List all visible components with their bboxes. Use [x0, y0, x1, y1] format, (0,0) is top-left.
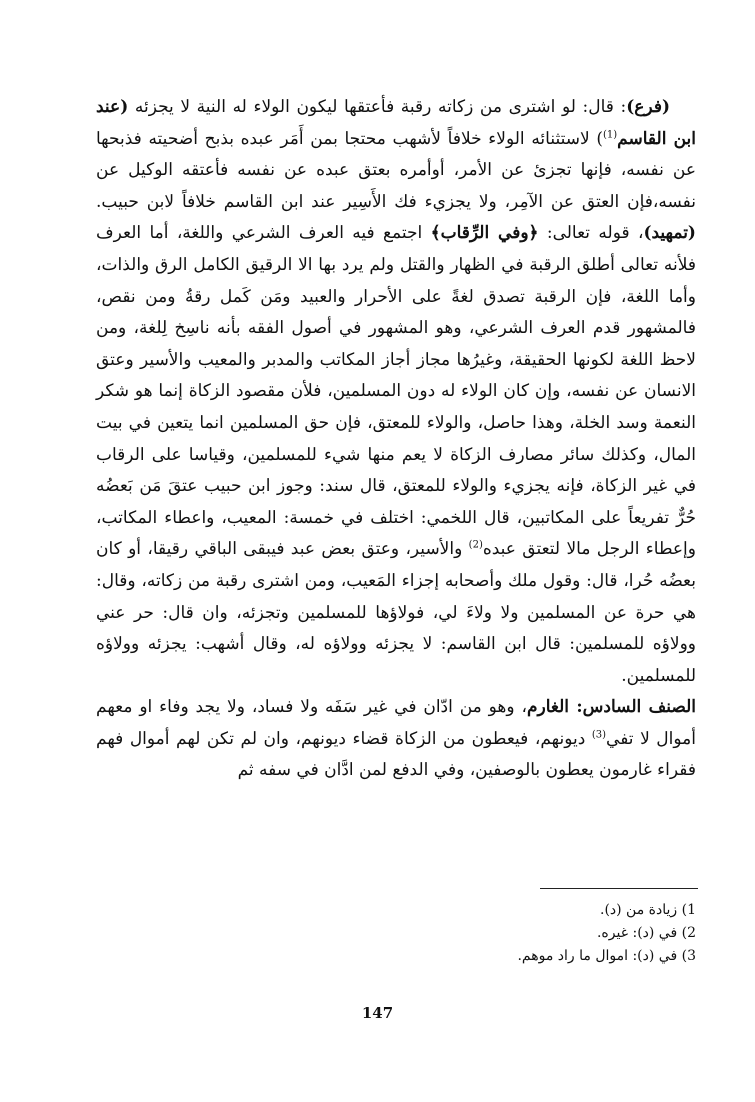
footnote-marker: (2)	[468, 539, 483, 551]
main-text	[96, 92, 696, 787]
page-number: 147	[361, 1004, 394, 1022]
text-segment: ديونهم، فيعطون من الزكاة قضاء ديونهم، وان لم تكن لهم أموال فهم فقراء غارمون يعطون بالوصفين، وفي الدفع لمن ادَّان في سفه ثم	[96, 728, 696, 781]
paragraph-gharim	[96, 692, 696, 787]
footnote-3: 3) في (د): اموال ما راد موهم.	[517, 948, 696, 964]
fara-label: (فرع)	[626, 97, 670, 117]
footnotes	[300, 899, 696, 968]
text-segment: ) لاستثنائه الولاء خلافاً لأشهب محتجا بمن أَمَر عبده بذبح أضحيته فذبحها عن نفسه، فإنها تجزئ عن الأمر، أوأمره بعتق عبده عن نفسه فأعتقه الوكيل عن نفسه،فإن العتق عن الآمِر، ولا يجزيء فك الأَسِير عند ابن القاسم خلافاً لابن حبيب.	[96, 128, 696, 212]
footnote-marker: (1)	[602, 128, 618, 140]
text-segment: اجتمع فيه العرف الشرعي واللغة، أما العرف فلأنه تعالى أطلق الرقبة في الظهار والقتل ولم يرد بها الا الرقيق الكامل الرق والذات، وأما اللغة، فإن الرقبة تصدق لغةً على الأحرار والعبيد ومَن كَمل رقةُ ومن نقص، فالمشهور قدم العرف الشرعي، وهو المشهور في أصول الفقه بأنه ناسِخ لِلغة، ومن لاحظ اللغة لكونها الحقيقة، وغيرُها مجاز أجاز المكاتب والمدبر والمعيب والأسير وعتق الانسان عن نفسه، وإن كان الولاء له دون المسلمين، فلأن مقصود الزكاة إنما هو شكر النعمة وسد الخلة، وهذا حاصل، والولاء للمعتق، فإن حق المسلمين انما يتعين في بيت المال، وكذلك سائر مصارف الزكاة لا يعم منها شيء للمسلمين، وقياسا على الرقاب في غير الزكاة، فإنه يجزيء والولاء للمعتق، قال سند: وجوز ابن حبيب عتقَ مَن بَعضُه حُرٌّ تفريعاً على المكاتبين، قال اللخمي: اختلف في خمسة: المعيب، واعطاء المكاتب، وإعطاء الرجل مالا لتعتق عبده	[96, 223, 696, 560]
footnote-divider	[540, 888, 698, 889]
footnote-2: 2) في (د): غيره.	[596, 925, 696, 941]
tamhid-label: (تمهيد)	[643, 223, 696, 244]
inline-reference: (عند ابن القاسم	[96, 97, 696, 149]
footnote-marker: (3)	[591, 729, 607, 741]
paragraph-fara	[96, 92, 696, 692]
text-segment: ، قوله تعالى:	[538, 223, 644, 244]
text-segment: ، وهو من ادّان في غير سَفَه ولا فساد، ولا يجد وفاء او معهم أموال لا تفي	[96, 697, 696, 749]
text-segment: والأسير، وعتق بعض عبد فيبقى الباقي رقيقا، أو كان بعضُه حُرا، قال: وقول ملك وأصحابه إجزاء المَعيب، ومن اشترى رقبة من زكاته، وقال: هي حرة عن المسلمين ولا ولاءَ لي، فولاؤها للمسلمين وتجزئه، وان قال: حر عني وولاؤه للمسلمين: قال ابن القاسم: لا يجزئه وولاؤه له، وقال أشهب: يجزئه وولاؤه للمسلمين.	[96, 539, 696, 686]
footnote-1: 1) زيادة من (د).	[600, 902, 696, 918]
section-heading: الصنف السادس: الغارم	[526, 697, 696, 718]
text-segment: : قال: لو اشترى من زكاته رقبة فأعتقها ليكون الولاء له النية لا يجزئه	[128, 97, 627, 117]
quran-verse: ﴿وفي الرِّقاب﴾	[430, 223, 539, 244]
